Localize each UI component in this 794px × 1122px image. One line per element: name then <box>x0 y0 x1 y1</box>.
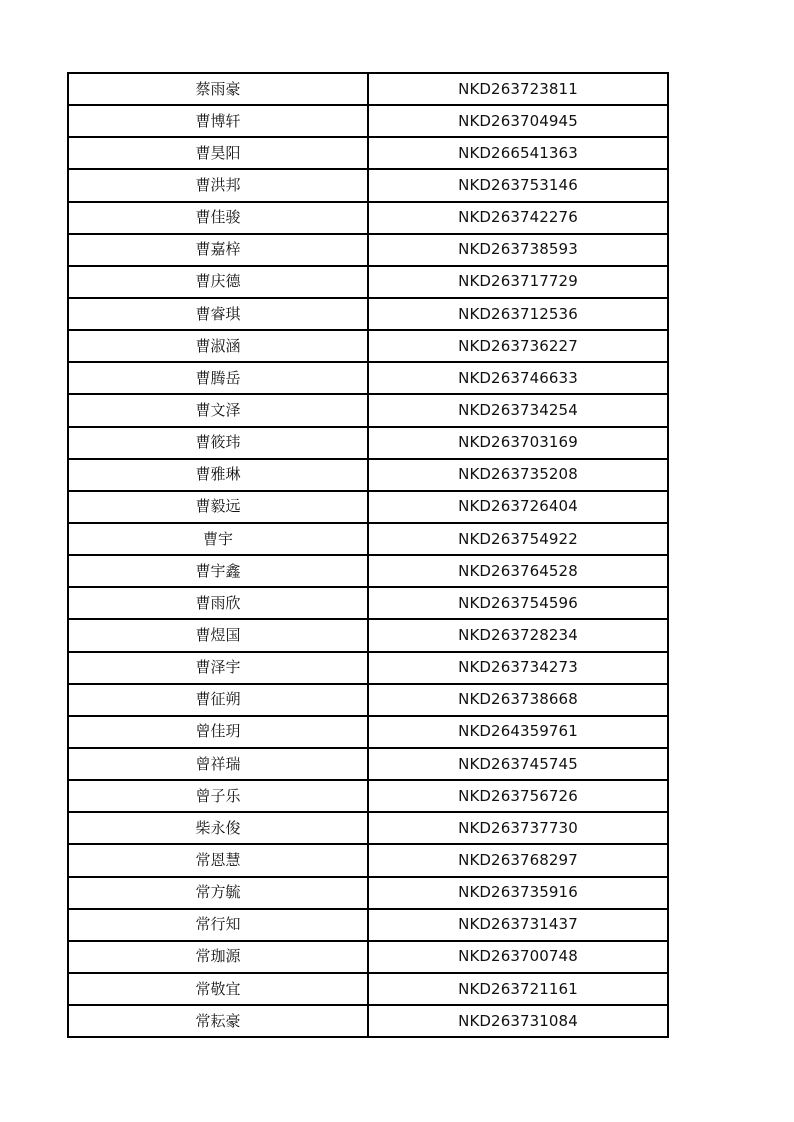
student-id-cell: NKD263764528 <box>368 555 668 587</box>
table-row <box>68 491 668 523</box>
student-id-cell: NKD266541363 <box>368 137 668 169</box>
table-row <box>68 362 668 394</box>
table-row <box>68 137 668 169</box>
table-row <box>68 684 668 716</box>
student-name-cell: 常方毓 <box>68 877 368 909</box>
student-id-cell: NKD263754596 <box>368 587 668 619</box>
student-id-cell: NKD263735208 <box>368 459 668 491</box>
student-id-cell: NKD263735916 <box>368 877 668 909</box>
student-name-cell: 曾子乐 <box>68 780 368 812</box>
student-id-cell: NKD263728234 <box>368 619 668 651</box>
student-id-cell: NKD263731084 <box>368 1005 668 1037</box>
student-id-cell: NKD263737730 <box>368 812 668 844</box>
table-row <box>68 459 668 491</box>
student-id-cell: NKD263703169 <box>368 427 668 459</box>
student-id-cell: NKD263738668 <box>368 684 668 716</box>
table-row <box>68 105 668 137</box>
student-name-cell: 曹庆德 <box>68 266 368 298</box>
student-name-cell: 曹宇 <box>68 523 368 555</box>
table-row <box>68 909 668 941</box>
student-name-cell: 曹征朔 <box>68 684 368 716</box>
table-row <box>68 844 668 876</box>
table-row <box>68 619 668 651</box>
student-name-cell: 常行知 <box>68 909 368 941</box>
student-id-cell: NKD263753146 <box>368 169 668 201</box>
student-name-cell: 常敬宜 <box>68 973 368 1005</box>
table-row <box>68 523 668 555</box>
student-id-cell: NKD263704945 <box>368 105 668 137</box>
student-id-cell: NKD263745745 <box>368 748 668 780</box>
table-row <box>68 587 668 619</box>
student-id-cell: NKD263726404 <box>368 491 668 523</box>
student-id-cell: NKD263746633 <box>368 362 668 394</box>
student-name-cell: 曹睿琪 <box>68 298 368 330</box>
student-name-cell: 曹腾岳 <box>68 362 368 394</box>
table-row <box>68 298 668 330</box>
student-name-cell: 常恩慧 <box>68 844 368 876</box>
student-id-cell: NKD263756726 <box>368 780 668 812</box>
student-name-cell: 柴永俊 <box>68 812 368 844</box>
student-id-cell: NKD263734254 <box>368 394 668 426</box>
table-row <box>68 266 668 298</box>
student-id-cell: NKD263712536 <box>368 298 668 330</box>
student-id-cell: NKD264359761 <box>368 716 668 748</box>
student-id-cell: NKD263717729 <box>368 266 668 298</box>
table-row <box>68 877 668 909</box>
student-name-cell: 蔡雨豪 <box>68 73 368 105</box>
student-name-cell: 曹嘉梓 <box>68 234 368 266</box>
student-name-cell: 曾佳玥 <box>68 716 368 748</box>
student-name-cell: 曹毅远 <box>68 491 368 523</box>
student-name-cell: 曹昊阳 <box>68 137 368 169</box>
student-name-cell: 曹煜国 <box>68 619 368 651</box>
student-id-cell: NKD263734273 <box>368 652 668 684</box>
table-row <box>68 330 668 362</box>
table-row <box>68 652 668 684</box>
table-row <box>68 973 668 1005</box>
table-row <box>68 1005 668 1037</box>
student-id-cell: NKD263721161 <box>368 973 668 1005</box>
table-row <box>68 716 668 748</box>
student-id-cell: NKD263754922 <box>368 523 668 555</box>
student-id-cell: NKD263768297 <box>368 844 668 876</box>
student-name-cell: 曹筱玮 <box>68 427 368 459</box>
student-name-cell: 曹文泽 <box>68 394 368 426</box>
table-row <box>68 748 668 780</box>
roster-table-body <box>68 73 668 1037</box>
student-name-cell: 曹雅琳 <box>68 459 368 491</box>
student-name-cell: 曹宇鑫 <box>68 555 368 587</box>
student-name-cell: 常珈源 <box>68 941 368 973</box>
student-id-cell: NKD263738593 <box>368 234 668 266</box>
student-name-cell: 常耘豪 <box>68 1005 368 1037</box>
table-row <box>68 202 668 234</box>
student-name-cell: 曹佳骏 <box>68 202 368 234</box>
table-row <box>68 234 668 266</box>
table-row <box>68 812 668 844</box>
student-id-cell: NKD263736227 <box>368 330 668 362</box>
student-id-cell: NKD263742276 <box>368 202 668 234</box>
table-row <box>68 73 668 105</box>
student-name-cell: 曹泽宇 <box>68 652 368 684</box>
student-id-cell: NKD263700748 <box>368 941 668 973</box>
table-row <box>68 555 668 587</box>
student-name-cell: 曹洪邦 <box>68 169 368 201</box>
student-id-cell: NKD263731437 <box>368 909 668 941</box>
student-name-cell: 曹淑涵 <box>68 330 368 362</box>
table-row <box>68 941 668 973</box>
student-id-cell: NKD263723811 <box>368 73 668 105</box>
table-row <box>68 780 668 812</box>
table-row <box>68 169 668 201</box>
student-name-cell: 曹雨欣 <box>68 587 368 619</box>
student-name-cell: 曾祥瑞 <box>68 748 368 780</box>
table-row <box>68 427 668 459</box>
student-name-cell: 曹博轩 <box>68 105 368 137</box>
roster-table <box>67 72 669 1038</box>
table-row <box>68 394 668 426</box>
